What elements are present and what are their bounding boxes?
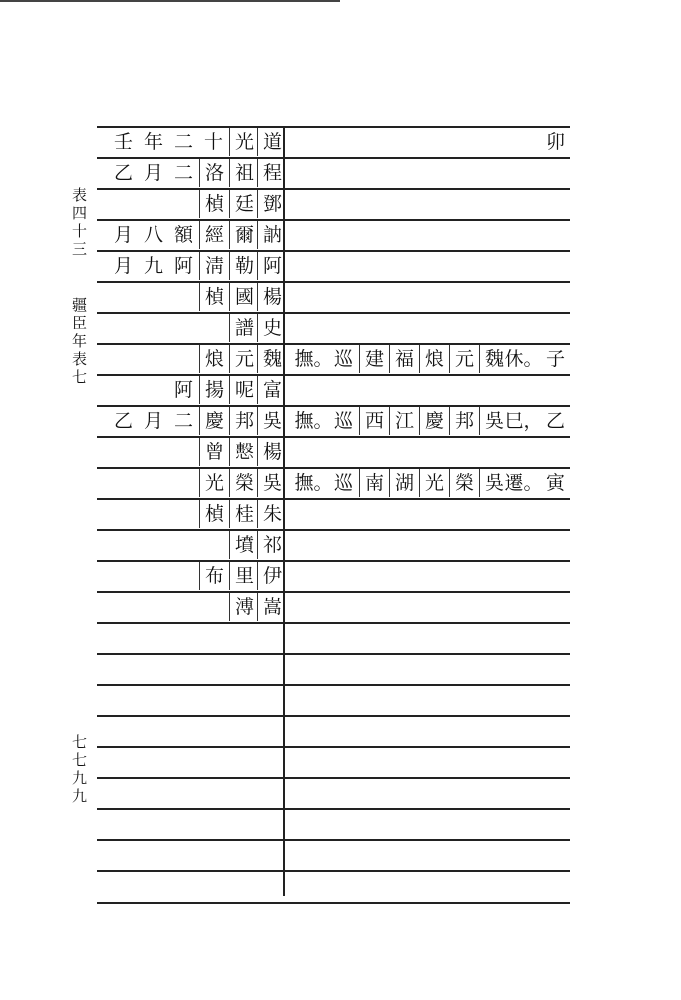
table-cell: 撫。 (294, 410, 333, 432)
table-cell: 鄧 (257, 190, 287, 218)
left-table-row (97, 436, 570, 467)
left-table-row (97, 560, 570, 591)
table-cell: 壬 (113, 131, 133, 153)
table-cell: 建 (359, 345, 389, 373)
table-cell: 道 (257, 128, 287, 156)
left-table-row (97, 498, 570, 529)
table-cell: 慶 (419, 407, 449, 435)
table-cell: 光 (199, 469, 229, 497)
table-cell: 廷 (229, 190, 259, 218)
table-cell: 八 (143, 224, 163, 246)
right-table-row (97, 343, 570, 374)
table-cell: 元 (449, 345, 479, 373)
table-cell: 爾 (229, 221, 259, 249)
table-cell: 南 (359, 469, 389, 497)
left-table-row (97, 374, 570, 405)
table-cell: 月 (143, 162, 163, 184)
table-cell: 巡 (333, 410, 353, 432)
table-cell: 吳 (479, 469, 509, 497)
table-cell: 九 (143, 255, 163, 277)
table-cell: 程 (257, 159, 287, 187)
margin-char: 四 (72, 204, 88, 222)
table-cell: 巡 (333, 472, 353, 494)
table-cell: 國 (229, 283, 259, 311)
table-cell: 烺 (199, 345, 229, 373)
left-table-row (97, 312, 570, 343)
table-cell: 巳， (504, 410, 543, 432)
table-cell: 月 (113, 224, 133, 246)
margin-char: 表 (72, 186, 88, 204)
left-table-row (97, 219, 570, 250)
margin-char: 臣 (72, 314, 88, 332)
table-cell: 伊 (257, 562, 287, 590)
table-cell: 魏 (257, 345, 287, 373)
table-cell: 月 (113, 255, 133, 277)
table-cell: 勒 (229, 252, 259, 280)
table-cell: 阿 (257, 252, 287, 280)
table-cell: 溥 (229, 593, 259, 621)
row-rule (97, 839, 570, 841)
table-cell: 二 (173, 410, 193, 432)
table-cell: 休。 (504, 348, 543, 370)
margin-char: 七 (72, 733, 88, 751)
table-cell: 朱 (257, 500, 287, 528)
left-table-row (97, 250, 570, 281)
table-cell: 烺 (419, 345, 449, 373)
table-cell: 乙 (113, 162, 133, 184)
table-cell: 卯 (545, 131, 565, 153)
table-cell: 額 (173, 224, 193, 246)
table-cell: 曾 (199, 438, 229, 466)
right-table-row (97, 467, 570, 498)
table-cell: 巡 (333, 348, 353, 370)
table-cell: 湖 (389, 469, 419, 497)
row-rule (97, 653, 570, 655)
table-cell: 慶 (199, 407, 229, 435)
table-cell: 里 (229, 562, 259, 590)
table-cell: 福 (389, 345, 419, 373)
left-table-row (97, 591, 570, 622)
table-cell: 榮 (449, 469, 479, 497)
row-rule (97, 715, 570, 717)
left-table-row (97, 157, 570, 188)
table-cell: 吳 (257, 469, 287, 497)
table-cell: 邦 (449, 407, 479, 435)
table-cell: 布 (199, 562, 229, 590)
table-cell: 光 (419, 469, 449, 497)
table-cell: 楨 (199, 190, 229, 218)
table-cell: 經 (199, 221, 229, 249)
table-cell: 十 (203, 131, 223, 153)
left-table-row (97, 188, 570, 219)
table-cell: 子 (545, 348, 565, 370)
table-cell: 阿 (173, 255, 193, 277)
table-cell: 吳 (257, 407, 287, 435)
table-cell: 𢢞 (229, 438, 259, 466)
table-cell: 元 (229, 345, 259, 373)
table-cell: 楨 (199, 500, 229, 528)
table-cell: 祖 (229, 159, 259, 187)
margin-char: 三 (72, 240, 88, 258)
row-rule (97, 746, 570, 748)
table-cell: 洛 (199, 159, 229, 187)
table-cell: 譜 (229, 314, 259, 342)
table-cell: 寅 (545, 472, 565, 494)
row-rule (97, 870, 570, 872)
table-cell: 祁 (257, 531, 287, 559)
margin-char: 七 (72, 751, 88, 769)
table-cell: 魏 (479, 345, 509, 373)
margin-table-title (72, 186, 87, 258)
left-table-row (97, 529, 570, 560)
table-cell: 訥 (257, 221, 287, 249)
table-cell: 楊 (257, 283, 287, 311)
left-table-row (97, 281, 570, 312)
table-cell: 淸 (199, 252, 229, 280)
table-cell: 江 (389, 407, 419, 435)
table-cell: 二 (173, 131, 193, 153)
table-cell: 乙 (545, 410, 565, 432)
row-rule (97, 684, 570, 686)
table-cell: 西 (359, 407, 389, 435)
margin-char: 九 (72, 787, 88, 805)
table-cell: 楨 (199, 283, 229, 311)
table-cell: 嵩 (257, 593, 287, 621)
table-cell: 楊 (257, 438, 287, 466)
table-cell: 光 (229, 128, 259, 156)
table-cell: 史 (257, 314, 287, 342)
table-cell: 富 (257, 376, 287, 404)
official-chronology-table (97, 126, 570, 904)
margin-char: 九 (72, 769, 88, 787)
margin-section-title (72, 296, 87, 386)
table-cell: 墳 (229, 531, 259, 559)
table-cell: 呢 (229, 376, 259, 404)
right-table-row (97, 126, 570, 157)
table-cell: 月 (143, 410, 163, 432)
margin-char: 年 (72, 332, 88, 350)
margin-char: 七 (72, 368, 88, 386)
right-table-row (97, 405, 570, 436)
row-rule (97, 622, 570, 624)
table-cell: 揚 (199, 376, 229, 404)
row-rule (97, 808, 570, 810)
top-page-rule (0, 0, 340, 2)
table-cell: 乙 (113, 410, 133, 432)
table-cell: 年 (143, 131, 163, 153)
margin-char: 表 (72, 350, 88, 368)
table-cell: 遷。 (504, 472, 543, 494)
table-cell: 榮 (229, 469, 259, 497)
table-cell: 阿 (173, 379, 193, 401)
row-rule (97, 902, 570, 904)
table-cell: 撫。 (294, 348, 333, 370)
table-cell: 桂 (229, 500, 259, 528)
table-cell: 撫。 (294, 472, 333, 494)
margin-char: 疆 (72, 296, 88, 314)
table-cell: 邦 (229, 407, 259, 435)
table-cell: 吳 (479, 407, 509, 435)
margin-page-number (72, 733, 87, 805)
row-rule (97, 777, 570, 779)
table-cell: 二 (173, 162, 193, 184)
margin-char: 十 (72, 222, 88, 240)
